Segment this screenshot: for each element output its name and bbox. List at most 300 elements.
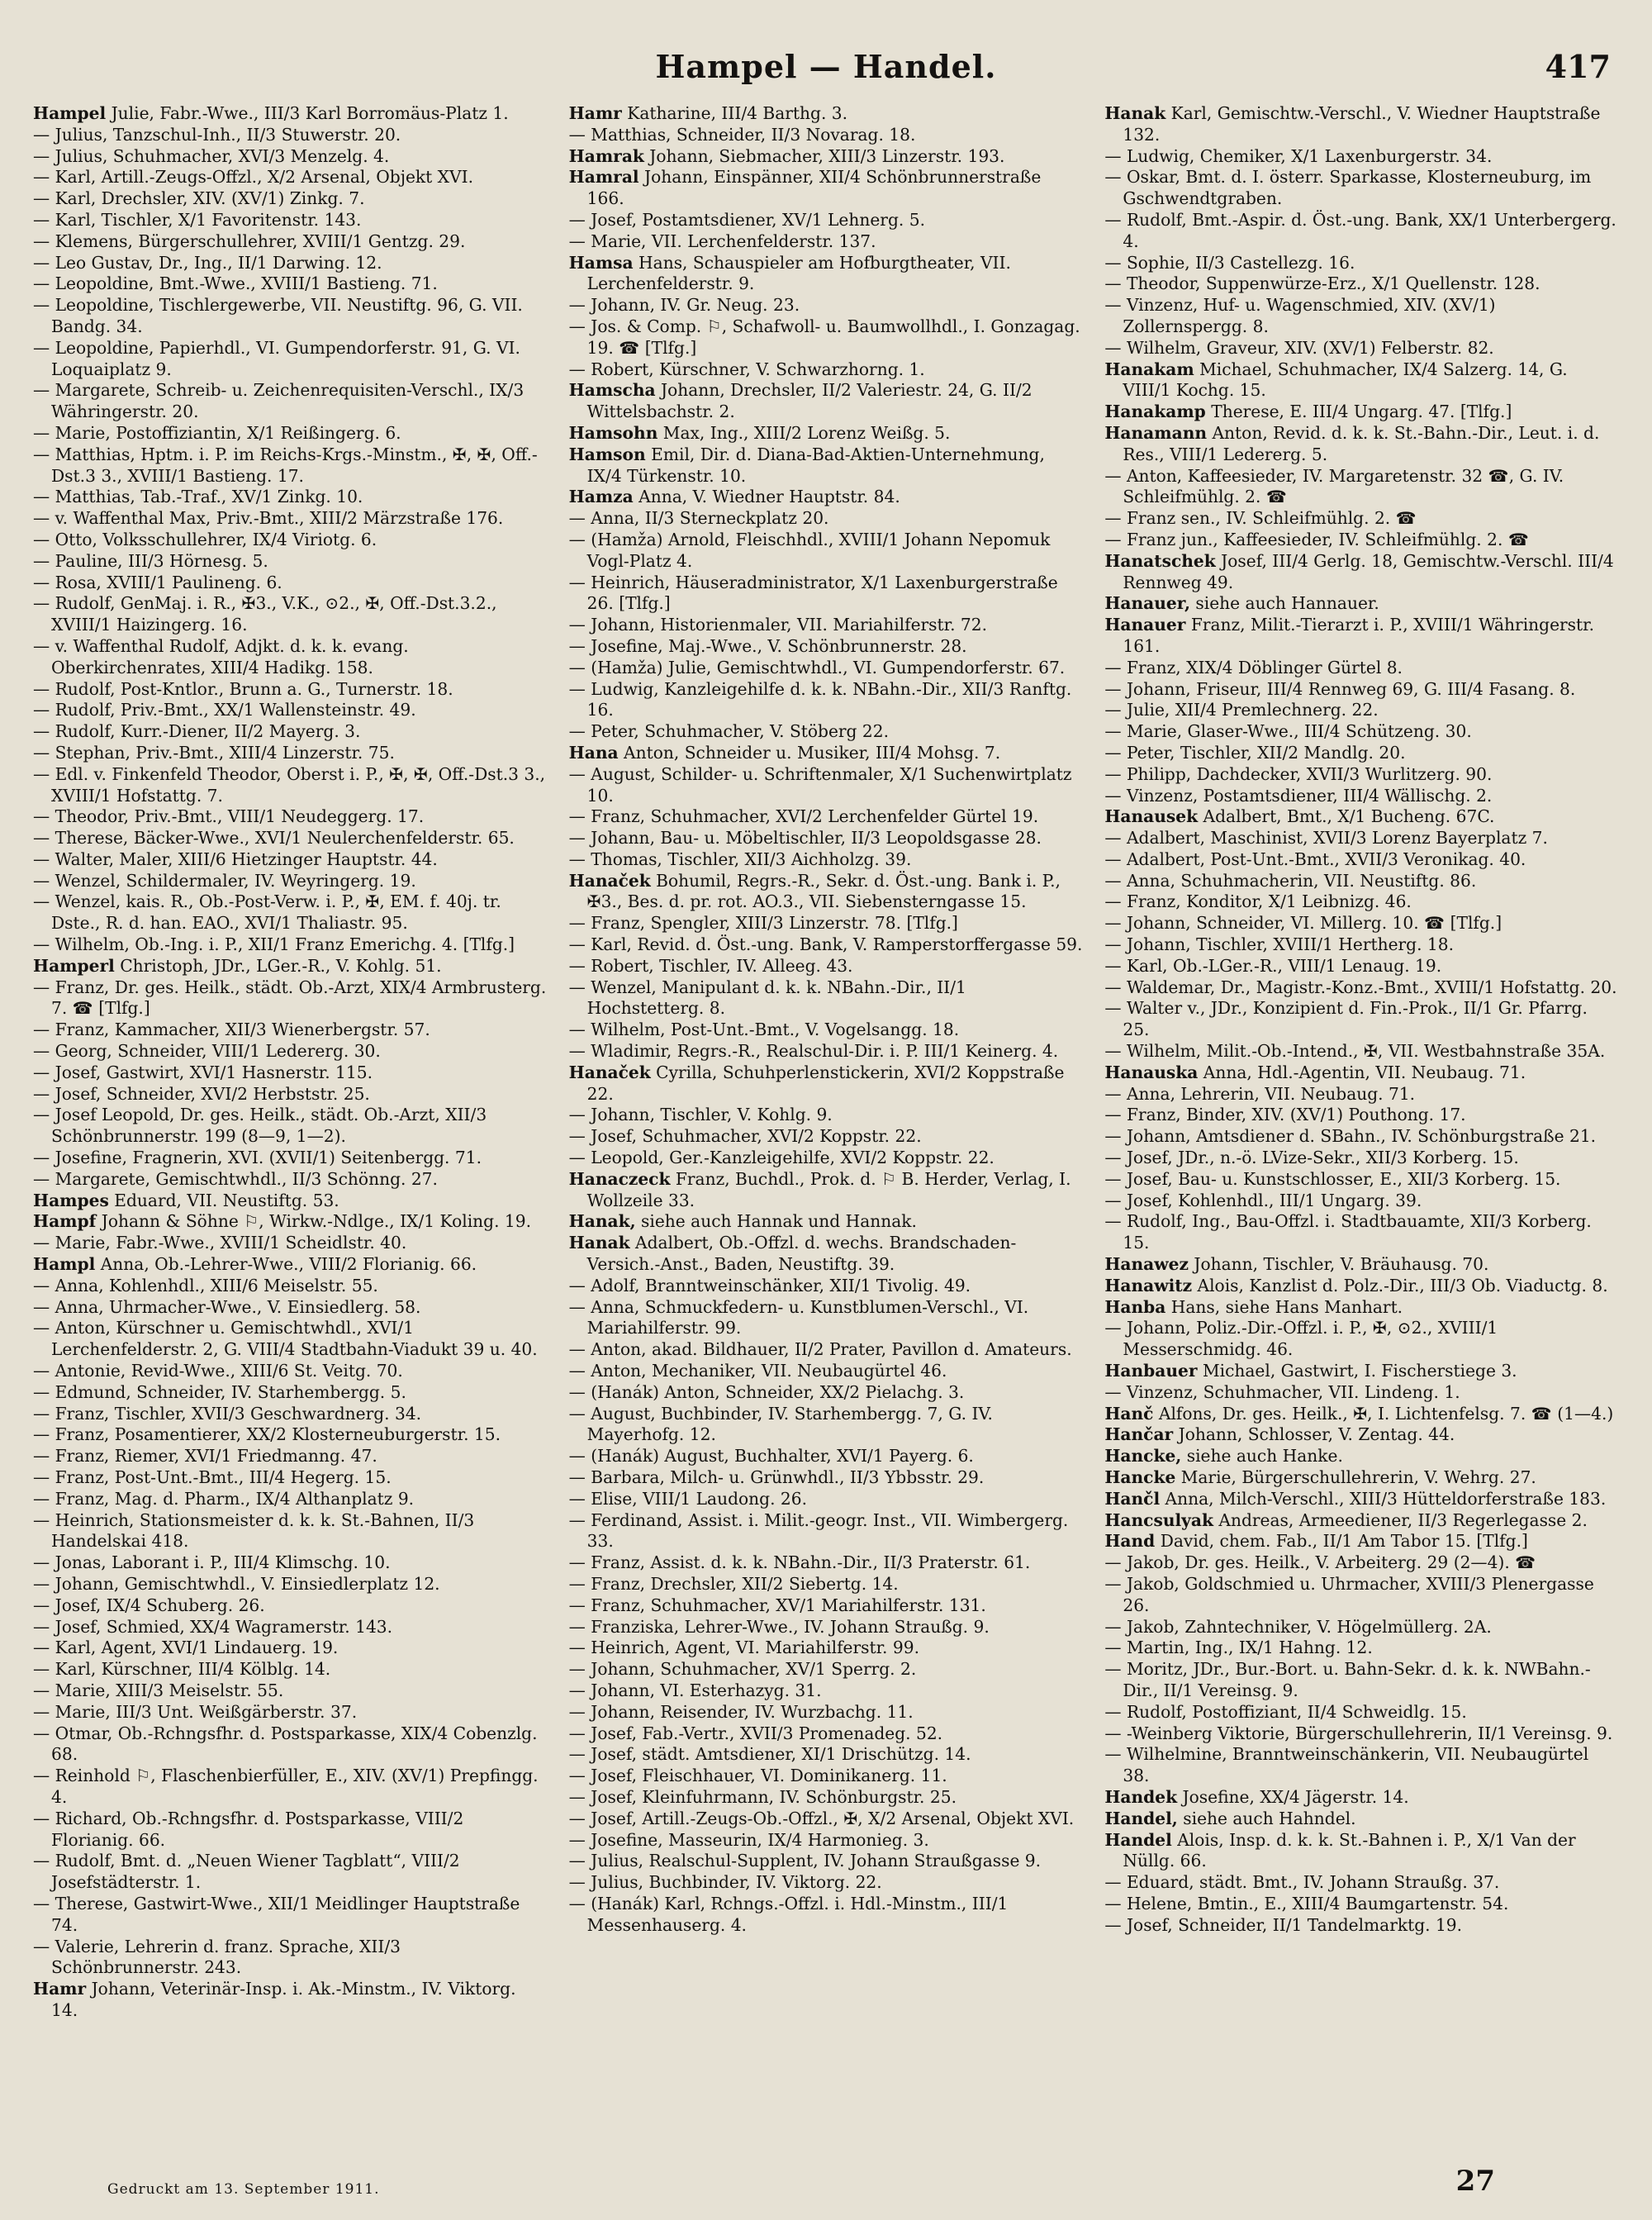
- directory-entry: [33, 1638, 548, 1659]
- entry-text: — Oskar, Bmt. d. I. österr. Sparkasse, Klosterneuburg, im Gschwendtgraben.: [1104, 167, 1592, 209]
- directory-entry: [1104, 1404, 1619, 1425]
- entry-surname: Hampes: [33, 1190, 109, 1210]
- entry-text: — Heinrich, Stationsmeister d. k. k. St.-Bahnen, II/3 Handelskai 418.: [33, 1509, 475, 1552]
- entry-surname: Hanauer,: [1104, 593, 1190, 614]
- entry-text: Josefine, XX/4 Jägerstr. 14.: [1177, 1786, 1409, 1807]
- entry-text: — Franz sen., IV. Schleifmühlg. 2. ☎: [1104, 508, 1417, 529]
- directory-entry: [569, 1148, 1084, 1169]
- entry-text: — Wilhelm, Ob.-Ing. i. P., XII/1 Franz Emerichg. 4. [Tlfg.]: [33, 934, 515, 955]
- directory-entry: [1104, 103, 1619, 146]
- directory-entry: [1104, 1531, 1619, 1552]
- entry-text: — Marie, XIII/3 Meiselstr. 55.: [33, 1680, 284, 1700]
- directory-entry: [33, 743, 548, 764]
- entry-text: — Julius, Realschul-Supplent, IV. Johann Straußgasse 9.: [568, 1851, 1042, 1871]
- directory-entry: [1104, 1744, 1619, 1787]
- entry-text: — Josef, IX/4 Schuberg. 26.: [33, 1595, 265, 1615]
- entry-text: — Adalbert, Post-Unt.-Bmt., XVII/3 Veronikag. 40.: [1104, 849, 1526, 869]
- entry-text: — Heinrich, Agent, VI. Mariahilferstr. 99.: [568, 1638, 919, 1658]
- directory-entry: [1104, 210, 1619, 253]
- directory-entry: [33, 1446, 548, 1467]
- entry-surname: Hampl: [33, 1254, 96, 1275]
- directory-entry: [569, 146, 1084, 168]
- directory-entry: [33, 1382, 548, 1404]
- entry-text: Therese, E. III/4 Ungarg. 47. [Tlfg.]: [1205, 402, 1512, 422]
- entry-text: — Anna, Kohlenhdl., XIII/6 Meiselstr. 55.: [33, 1275, 378, 1295]
- entry-text: — Stephan, Priv.-Bmt., XIII/4 Linzerstr. 75.: [33, 742, 395, 763]
- entry-text: — Wladimir, Regrs.-R., Realschul-Dir. i. P. III/1 Keinerg. 4.: [568, 1041, 1059, 1062]
- directory-entry: [569, 1723, 1084, 1745]
- entry-text: — Rudolf, Priv.-Bmt., XX/1 Wallensteinstr. 49.: [33, 700, 416, 720]
- directory-entry: [1104, 1084, 1619, 1105]
- entry-text: — Anna, Schmuckfedern- u. Kunstblumen-Verschl., VI. Mariahilferstr. 99.: [568, 1296, 1029, 1338]
- directory-entry: [569, 444, 1084, 487]
- entry-text: Cyrilla, Schuhperlenstickerin, XVI/2 Koppstraße 22.: [586, 1062, 1065, 1104]
- entry-text: — Anna, Lehrerin, VII. Neubaug. 71.: [1104, 1083, 1416, 1104]
- directory-entry: [1104, 1617, 1619, 1638]
- directory-entry: [569, 167, 1084, 210]
- entry-surname: Hanausek: [1104, 806, 1199, 827]
- directory-entry: [33, 1233, 548, 1254]
- entry-surname: Hanak: [568, 1233, 630, 1253]
- entry-text: — Heinrich, Häuseradministrator, X/1 Laxenburgerstraße 26. [Tlfg.]: [568, 572, 1058, 614]
- entry-text: — Rudolf, Bmt. d. „Neuen Wiener Tagblatt“, VIII/2 Josefstädterstr. 1.: [33, 1851, 460, 1893]
- directory-entry: [33, 1361, 548, 1382]
- directory-entry: [33, 103, 548, 125]
- entry-text: Marie, Bürgerschullehrerin, V. Wehrg. 27.: [1175, 1467, 1536, 1487]
- directory-entry: [569, 1680, 1084, 1702]
- entry-text: — Franz, XIX/4 Döblinger Gürtel 8.: [1104, 657, 1403, 677]
- directory-entry: [569, 849, 1084, 871]
- entry-text: — Josefine, Maj.-Wwe., V. Schönbrunnerstr. 28.: [568, 635, 967, 656]
- directory-entry: [33, 1148, 548, 1169]
- entry-text: — Pauline, III/3 Hörnesg. 5.: [33, 550, 268, 571]
- entry-surname: Hamza: [568, 487, 634, 507]
- entry-text: — Leopoldine, Papierhdl., VI. Gumpendorferstr. 91, G. VI. Loquaiplatz 9.: [33, 337, 520, 379]
- directory-entry: [33, 721, 548, 743]
- entry-text: — Walter v., JDr., Konzipient d. Fin.-Prok., II/1 Gr. Pfarrg. 25.: [1104, 998, 1588, 1040]
- entry-text: — Karl, Revid. d. Öst.-ung. Bank, V. Ramperstorffergasse 59.: [568, 934, 1083, 955]
- entry-text: — (Hamža) Julie, Gemischtwhdl., VI. Gumpendorferstr. 67.: [568, 657, 1066, 677]
- entry-text: Johann, Siebmacher, XIII/3 Linzerstr. 193.: [643, 145, 1005, 166]
- directory-entry: [569, 295, 1084, 316]
- directory-entry: [569, 1574, 1084, 1595]
- entry-text: — Moritz, JDr., Bur.-Bort. u. Bahn-Sekr. d. k. k. NWBahn.-Dir., II/1 Vereinsg. 9.: [1104, 1659, 1591, 1700]
- directory-entry: [569, 253, 1084, 296]
- entry-text: — Philipp, Dachdecker, XVII/3 Wurlitzerg. 90.: [1104, 763, 1493, 784]
- entry-text: — Therese, Gastwirt-Wwe., XII/1 Meidlinger Hauptstraße 74.: [33, 1893, 520, 1935]
- entry-text: — -Weinberg Viktorie, Bürgerschullehrerin, II/1 Vereinsg. 9.: [1104, 1723, 1613, 1743]
- entry-text: — Adalbert, Maschinist, XVII/3 Lorenz Bayerplatz 7.: [1104, 828, 1548, 849]
- entry-text: Josef, III/4 Gerlg. 18, Gemischtw.-Verschl. III/4 Rennweg 49.: [1123, 550, 1614, 592]
- sheet-number: 27: [1455, 2165, 1495, 2198]
- directory-entry: [1104, 402, 1619, 423]
- directory-entry: [1104, 338, 1619, 359]
- directory-entry: [1104, 956, 1619, 977]
- directory-entry: [33, 1489, 548, 1510]
- entry-text: Hans, siehe Hans Manhart.: [1165, 1296, 1403, 1317]
- entry-text: — Karl, Agent, XVI/1 Lindauerg. 19.: [33, 1638, 339, 1658]
- directory-entry: [1104, 1105, 1619, 1126]
- entry-text: Max, Ing., XIII/2 Lorenz Weißg. 5.: [657, 422, 951, 443]
- entry-text: — Johann, Historienmaler, VII. Mariahilferstr. 72.: [568, 615, 988, 635]
- page-number: 417: [1545, 48, 1611, 85]
- directory-entry: [33, 1318, 548, 1361]
- directory-entry: [1104, 1424, 1619, 1446]
- directory-entry: [569, 1382, 1084, 1404]
- directory-entry: [1104, 1659, 1619, 1702]
- entry-text: — Anton, Mechaniker, VII. Neubaugürtel 46.: [568, 1361, 947, 1381]
- directory-entry: [1104, 615, 1619, 658]
- directory-entry: [33, 508, 548, 530]
- entry-text: — Franz, Assist. d. k. k. NBahn.-Dir., II/3 Praterstr. 61.: [568, 1552, 1031, 1573]
- entry-text: Anna, V. Wiedner Hauptstr. 84.: [633, 487, 900, 507]
- directory-entry: [569, 231, 1084, 253]
- page-footer: [33, 2165, 1619, 2206]
- directory-entry: [33, 487, 548, 508]
- entry-surname: Hamrak: [568, 145, 644, 166]
- directory-entry: [569, 1787, 1084, 1809]
- directory-entry: [569, 806, 1084, 828]
- entry-text: — v. Waffenthal Max, Priv.-Bmt., XIII/2 Märzstraße 176.: [33, 508, 504, 529]
- entry-surname: Hanč: [1104, 1403, 1154, 1424]
- entry-text: — Karl, Drechsler, XIV. (XV/1) Zinkg. 7.: [33, 188, 365, 209]
- entry-text: Anton, Schneider u. Musiker, III/4 Mohsg. 7.: [618, 742, 1001, 763]
- entry-text: — Margarete, Schreib- u. Zeichenrequisiten-Verschl., IX/3 Währingerstr. 20.: [33, 380, 525, 422]
- entry-text: siehe auch Hannauer.: [1189, 593, 1379, 614]
- entry-surname: Hanauer: [1104, 615, 1186, 635]
- entry-text: — Johann, Reisender, IV. Wurzbachg. 11.: [568, 1701, 914, 1722]
- entry-text: — Karl, Kürschner, III/4 Kölblg. 14.: [33, 1659, 331, 1680]
- entry-text: — Wenzel, Schildermaler, IV. Weyringerg. 19.: [33, 870, 416, 891]
- directory-entry: [33, 231, 548, 253]
- column-1: [33, 103, 548, 2136]
- directory-entry: [1104, 530, 1619, 551]
- directory-entry: [569, 1809, 1084, 1830]
- directory-entry: [33, 1404, 548, 1425]
- entry-text: Franz, Buchdl., Prok. d. ⚐ B. Herder, Verlag, I. Wollzeile 33.: [586, 1168, 1071, 1210]
- directory-entry: [33, 1851, 548, 1894]
- directory-entry: [1104, 721, 1619, 743]
- entry-text: — Eduard, städt. Bmt., IV. Johann Straußg. 37.: [1104, 1872, 1500, 1893]
- entry-text: — Julius, Schuhmacher, XVI/3 Menzelg. 4.: [33, 145, 390, 166]
- entry-text: — Matthias, Tab.-Traf., XV/1 Zinkg. 10.: [33, 487, 363, 507]
- directory-entry: [569, 828, 1084, 849]
- entry-surname: Hana: [568, 742, 619, 763]
- directory-entry: [33, 679, 548, 701]
- directory-entry: [569, 1297, 1084, 1340]
- entry-text: — Karl, Artill.-Zeugs-Offzl., X/2 Arsenal, Objekt XVI.: [33, 167, 474, 188]
- directory-entry: [33, 806, 548, 828]
- entry-text: — Franz, Tischler, XVII/3 Geschwardnerg. 34.: [33, 1403, 422, 1424]
- entry-surname: Hancke: [1104, 1467, 1176, 1487]
- directory-entry: [569, 743, 1084, 764]
- entry-surname: Hand: [1104, 1531, 1156, 1552]
- directory-entry: [1104, 700, 1619, 721]
- directory-entry: [1104, 806, 1619, 828]
- entry-text: — Josef, Schmied, XX/4 Wagramerstr. 143.: [33, 1616, 393, 1637]
- entry-text: — Leopoldine, Tischlergewerbe, VII. Neustiftg. 96, G. VII. Bandg. 34.: [33, 295, 523, 336]
- entry-text: — Rudolf, Postoffiziant, II/4 Schweidlg. 15.: [1104, 1701, 1467, 1722]
- directory-entry: [33, 1979, 548, 2022]
- entry-text: — Franz, Kammacher, XII/3 Wienerbergstr. 57.: [33, 1020, 430, 1040]
- directory-entry: [569, 1894, 1084, 1937]
- entry-text: — Barbara, Milch- u. Grünwhdl., II/3 Ybbsstr. 29.: [568, 1467, 985, 1487]
- entry-text: — Vinzenz, Schuhmacher, VII. Lindeng. 1.: [1104, 1381, 1460, 1402]
- entry-text: — v. Waffenthal Rudolf, Adjkt. d. k. k. evang. Oberkirchenrates, XIII/4 Hadikg. 158.: [33, 635, 409, 677]
- directory-entry: [1104, 764, 1619, 786]
- entry-text: Johann, Veterinär-Insp. i. Ak.-Minstm., IV. Viktorg. 14.: [51, 1979, 516, 2020]
- entry-text: — Edmund, Schneider, IV. Starhembergg. 5.: [33, 1381, 406, 1402]
- entry-text: Christoph, JDr., LGer.-R., V. Kohlg. 51.: [114, 955, 442, 976]
- entry-text: — Franz, Spengler, XIII/3 Linzerstr. 78. [Tlfg.]: [568, 913, 958, 934]
- entry-text: Alois, Kanzlist d. Polz.-Dir., III/3 Ob. Viaductg. 8.: [1192, 1275, 1608, 1295]
- entry-text: — (Hanák) Anton, Schneider, XX/2 Pielachg. 3.: [568, 1381, 965, 1402]
- entry-text: — Josef, Kohlenhdl., III/1 Ungarg. 39.: [1104, 1190, 1422, 1210]
- entry-text: — Waldemar, Dr., Magistr.-Konz.-Bmt., XVIII/1 Hofstattg. 20.: [1104, 977, 1617, 997]
- entry-surname: Hanawitz: [1104, 1275, 1193, 1295]
- entry-surname: Hancke,: [1104, 1446, 1182, 1467]
- directory-entry: [1104, 359, 1619, 402]
- directory-entry: [569, 103, 1084, 125]
- entry-text: — Adolf, Branntweinschänker, XII/1 Tivolig. 49.: [568, 1275, 971, 1295]
- directory-entry: [569, 1851, 1084, 1872]
- directory-entry: [33, 210, 548, 231]
- directory-entry: [1104, 1126, 1619, 1148]
- directory-entry: [1104, 1510, 1619, 1532]
- entry-text: — Anna, Schuhmacherin, VII. Neustiftg. 86.: [1104, 870, 1477, 891]
- entry-text: — Jakob, Goldschmied u. Uhrmacher, XVIII/3 Plenergasse 26.: [1104, 1573, 1594, 1615]
- entry-text: — Franz, Mag. d. Pharm., IX/4 Althanplatz 9.: [33, 1488, 415, 1509]
- directory-entry: [1104, 849, 1619, 871]
- entry-text: — Rudolf, Kurr.-Diener, II/2 Mayerg. 3.: [33, 721, 361, 742]
- entry-surname: Hanaček: [568, 870, 651, 891]
- directory-entry: [33, 1424, 548, 1446]
- entry-text: Andreas, Armeediener, II/3 Regerlegasse 2.: [1213, 1509, 1588, 1530]
- directory-entry: [569, 658, 1084, 679]
- directory-entry: [1104, 934, 1619, 956]
- entry-surname: Hamson: [568, 444, 646, 464]
- entry-text: siehe auch Hannak und Hannak.: [635, 1211, 917, 1232]
- entry-text: — Julius, Tanzschul-Inh., II/3 Stuwerstr. 20.: [33, 124, 401, 145]
- entry-surname: Hančar: [1104, 1424, 1174, 1445]
- directory-entry: [33, 380, 548, 423]
- directory-entry: [33, 273, 548, 295]
- entry-text: — Franz, Drechsler, XII/2 Siebertg. 14.: [568, 1573, 899, 1594]
- entry-surname: Hanakamp: [1104, 402, 1206, 422]
- directory-entry: [569, 636, 1084, 658]
- directory-entry: [33, 573, 548, 594]
- entry-text: — Wilhelm, Graveur, XIV. (XV/1) Felberstr. 82.: [1104, 337, 1494, 358]
- entry-text: — Theodor, Suppenwürze-Erz., X/1 Quellenstr. 128.: [1104, 273, 1540, 294]
- directory-entry: [33, 1595, 548, 1617]
- directory-entry: [569, 1211, 1084, 1233]
- entry-text: — Karl, Tischler, X/1 Favoritenstr. 143.: [33, 209, 362, 230]
- directory-entry: [33, 977, 548, 1020]
- entry-text: Alois, Insp. d. k. k. St.-Bahnen i. P., X/1 Van der Nüllg. 66.: [1123, 1829, 1576, 1871]
- directory-entry: [33, 1766, 548, 1809]
- directory-entry: [569, 573, 1084, 616]
- directory-entry: [569, 1169, 1084, 1212]
- directory-entry: [569, 1744, 1084, 1766]
- directory-entry: [33, 1211, 548, 1233]
- entry-surname: Hanbauer: [1104, 1361, 1198, 1381]
- entry-text: Johann, Tischler, V. Bräuhausg. 70.: [1188, 1254, 1489, 1275]
- entry-text: — Franziska, Lehrer-Wwe., IV. Johann Straußg. 9.: [568, 1616, 990, 1637]
- directory-entry: [1104, 891, 1619, 913]
- entry-text: — Peter, Tischler, XII/2 Mandlg. 20.: [1104, 742, 1406, 763]
- directory-entry: [1104, 1489, 1619, 1510]
- entry-text: — Ludwig, Chemiker, X/1 Laxenburgerstr. 34.: [1104, 145, 1493, 166]
- entry-text: Anna, Hdl.-Agentin, VII. Neubaug. 71.: [1198, 1062, 1526, 1082]
- directory-entry: [1104, 1361, 1619, 1382]
- directory-entry: [1104, 1276, 1619, 1297]
- directory-entry: [1104, 913, 1619, 934]
- directory-entry: [569, 913, 1084, 934]
- directory-entry: [1104, 1552, 1619, 1574]
- entry-text: Anton, Revid. d. k. k. St.-Bahn.-Dir., Leut. i. d. Res., VIII/1 Ledererg. 5.: [1123, 422, 1600, 464]
- directory-entry: [569, 508, 1084, 530]
- entry-text: — Julie, XII/4 Premlechnerg. 22.: [1104, 700, 1379, 720]
- entry-text: — Franz, Dr. ges. Heilk., städt. Ob.-Arzt, XIX/4 Armbrusterg. 7. ☎ [Tlfg.]: [33, 977, 547, 1019]
- directory-entry: [1104, 1702, 1619, 1723]
- directory-entry: [1104, 551, 1619, 594]
- directory-entry: [1104, 1382, 1619, 1404]
- directory-entry: [1104, 1318, 1619, 1361]
- directory-entry: [1104, 1574, 1619, 1617]
- directory-entry: [569, 1467, 1084, 1489]
- directory-entry: [569, 871, 1084, 914]
- directory-entry: [33, 1510, 548, 1553]
- directory-entry: [33, 444, 548, 487]
- entry-text: Michael, Schuhmacher, IX/4 Salzerg. 14, G. VIII/1 Kochg. 15.: [1123, 359, 1568, 401]
- directory-entry: [1104, 871, 1619, 892]
- entry-text: — Rudolf, GenMaj. i. R., ✠3., V.K., ⊙2., ✠, Off.-Dst.3.2., XVIII/1 Haizingerg. 16.: [33, 593, 497, 635]
- entry-text: — Edl. v. Finkenfeld Theodor, Oberst i. P., ✠, ✠, Off.-Dst.3 3., XVIII/1 Hofstattg. 7.: [33, 763, 546, 806]
- entry-text: — Anton, Kürschner u. Gemischtwhdl., XVI/1 Lerchenfelderstr. 2, G. VIII/4 Stadtbahn-Viadukt 39 u. 40.: [33, 1318, 538, 1360]
- directory-entry: [1104, 1723, 1619, 1745]
- directory-entry: [33, 1659, 548, 1680]
- directory-entry: [33, 1552, 548, 1574]
- directory-entry: [1104, 1787, 1619, 1809]
- directory-entry: [1104, 1809, 1619, 1830]
- directory-entry: [569, 530, 1084, 573]
- directory-columns: [33, 103, 1619, 2136]
- entry-text: — Franz, Post-Unt.-Bmt., III/4 Hegerg. 15.: [33, 1467, 392, 1487]
- entry-text: — Marie, Postoffiziantin, X/1 Reißingerg. 6.: [33, 422, 401, 443]
- directory-entry: [1104, 679, 1619, 701]
- directory-entry: [569, 956, 1084, 977]
- entry-text: Johann, Drechsler, II/2 Valeriestr. 24, G. II/2 Wittelsbachstr. 2.: [586, 380, 1032, 422]
- entry-text: — Johann, Tischler, V. Kohlg. 9.: [568, 1105, 833, 1125]
- entry-text: — August, Schilder- u. Schriftenmaler, X/1 Suchenwirtplatz 10.: [568, 763, 1072, 806]
- entry-text: Johann, Schlosser, V. Zentag. 44.: [1173, 1424, 1455, 1445]
- directory-entry: [569, 487, 1084, 508]
- entry-text: — Franz, Binder, XIV. (XV/1) Pouthong. 17.: [1104, 1105, 1466, 1125]
- directory-entry: [33, 871, 548, 892]
- directory-entry: [33, 530, 548, 551]
- entry-text: — Margarete, Gemischtwhdl., II/3 Schönng. 27.: [33, 1168, 438, 1189]
- entry-text: — Marie, Glaser-Wwe., III/4 Schützeng. 30.: [1104, 721, 1472, 742]
- entry-text: — Martin, Ing., IX/1 Hahng. 12.: [1104, 1638, 1373, 1658]
- entry-text: — Elise, VIII/1 Laudong. 26.: [568, 1488, 808, 1509]
- entry-text: — Otmar, Ob.-Rchngsfhr. d. Postsparkasse, XIX/4 Cobenzlg. 68.: [33, 1723, 538, 1765]
- directory-entry: [569, 1126, 1084, 1148]
- entry-text: David, chem. Fab., II/1 Am Tabor 15. [Tlfg.]: [1155, 1531, 1528, 1552]
- entry-text: — Franz, Riemer, XVI/1 Friedmanng. 47.: [33, 1446, 377, 1467]
- entry-text: — Walter, Maler, XIII/6 Hietzinger Hauptstr. 44.: [33, 849, 438, 869]
- entry-text: — Johann, Amtsdiener d. SBahn., IV. Schönburgstraße 21.: [1104, 1126, 1597, 1147]
- entry-text: — Josef, Fleischhauer, VI. Dominikanerg. 11.: [568, 1766, 947, 1786]
- directory-entry: [1104, 167, 1619, 210]
- page-header: [33, 48, 1619, 97]
- entry-text: — Antonie, Revid-Wwe., XIII/6 St. Veitg. 70.: [33, 1361, 403, 1381]
- entry-surname: Hanak: [1104, 103, 1166, 123]
- entry-text: — Rudolf, Bmt.-Aspir. d. Öst.-ung. Bank, XX/1 Unterbergerg. 4.: [1104, 209, 1616, 251]
- entry-text: — Wenzel, kais. R., Ob.-Post-Verw. i. P., ✠, EM. f. 40j. tr. Dste., R. d. han. EAO., XVI/1 Thaliastr. 95.: [33, 891, 501, 934]
- directory-entry: [1104, 828, 1619, 849]
- directory-entry: [33, 125, 548, 146]
- directory-entry: [1104, 1254, 1619, 1276]
- entry-text: — Josef, Schuhmacher, XVI/2 Koppstr. 22.: [568, 1126, 922, 1147]
- entry-text: Karl, Gemischtw.-Verschl., V. Wiedner Hauptstraße 132.: [1123, 103, 1601, 145]
- entry-text: — Josef, Kleinfuhrmann, IV. Schönburgstr. 25.: [568, 1786, 957, 1807]
- entry-surname: Handek: [1104, 1786, 1178, 1807]
- directory-entry: [33, 1276, 548, 1297]
- entry-text: Franz, Milit.-Tierarzt i. P., XVIII/1 Währingerstr. 161.: [1123, 615, 1594, 656]
- directory-entry: [569, 125, 1084, 146]
- directory-entry: [569, 1020, 1084, 1041]
- entry-surname: Hanatschek: [1104, 550, 1216, 571]
- directory-entry: [33, 1680, 548, 1702]
- entry-text: — Thomas, Tischler, XII/3 Aichholzg. 39.: [568, 849, 912, 869]
- entry-text: — Johann, Friseur, III/4 Rennweg 69, G. III/4 Fasang. 8.: [1104, 678, 1576, 699]
- directory-entry: [569, 1766, 1084, 1787]
- entry-text: — Anna, II/3 Sterneckplatz 20.: [568, 508, 829, 529]
- directory-entry: [569, 1233, 1084, 1276]
- entry-text: — Georg, Schneider, VIII/1 Ledererg. 30.: [33, 1041, 381, 1062]
- directory-entry: [33, 1574, 548, 1595]
- entry-text: — Anna, Uhrmacher-Wwe., V. Einsiedlerg. 58.: [33, 1296, 421, 1317]
- entry-surname: Hanaczeck: [568, 1168, 671, 1189]
- entry-text: — Josef, Fab.-Vertr., XVII/3 Promenadeg. 52.: [568, 1723, 943, 1743]
- entry-text: Eduard, VII. Neustiftg. 53.: [108, 1190, 339, 1210]
- entry-surname: Hančl: [1104, 1488, 1161, 1509]
- entry-text: — Rudolf, Post-Kntlor., Brunn a. G., Turnerstr. 18.: [33, 678, 453, 699]
- directory-entry: [33, 828, 548, 849]
- entry-text: — Josef Leopold, Dr. ges. Heilk., städt. Ob.-Arzt, XII/3 Schönbrunnerstr. 199 (8—9, 1—2).: [33, 1105, 487, 1147]
- directory-entry: [569, 1702, 1084, 1723]
- entry-text: — (Hamža) Arnold, Fleischhdl., XVIII/1 Johann Nepomuk Vogl-Platz 4.: [568, 529, 1051, 571]
- directory-entry: [33, 551, 548, 573]
- entry-text: — Josef, Schneider, II/1 Tandelmarktg. 19.: [1104, 1914, 1463, 1935]
- entry-surname: Hamral: [568, 167, 639, 188]
- entry-text: Anna, Ob.-Lehrer-Wwe., VIII/2 Florianig. 66.: [95, 1254, 477, 1275]
- entry-text: — Klemens, Bürgerschullehrer, XVIII/1 Gentzg. 29.: [33, 231, 466, 251]
- entry-text: — Wilhelm, Post-Unt.-Bmt., V. Vogelsangg. 18.: [568, 1020, 960, 1040]
- directory-entry: [569, 1404, 1084, 1447]
- directory-entry: [1104, 253, 1619, 274]
- directory-entry: [33, 167, 548, 188]
- entry-surname: Handel,: [1104, 1808, 1178, 1828]
- directory-entry: [33, 1297, 548, 1319]
- entry-text: — Johann, Tischler, XVIII/1 Hertherg. 18.: [1104, 934, 1455, 955]
- entry-text: — Johann, Schuhmacher, XV/1 Sperrg. 2.: [568, 1659, 917, 1680]
- directory-entry: [33, 188, 548, 210]
- entry-text: — Marie, Fabr.-Wwe., XVIII/1 Scheidlstr. 40.: [33, 1233, 407, 1253]
- entry-text: — Karl, Ob.-LGer.-R., VIII/1 Lenaug. 19.: [1104, 955, 1442, 976]
- directory-entry: [33, 1809, 548, 1852]
- entry-text: Michael, Gastwirt, I. Fischerstiege 3.: [1197, 1361, 1517, 1381]
